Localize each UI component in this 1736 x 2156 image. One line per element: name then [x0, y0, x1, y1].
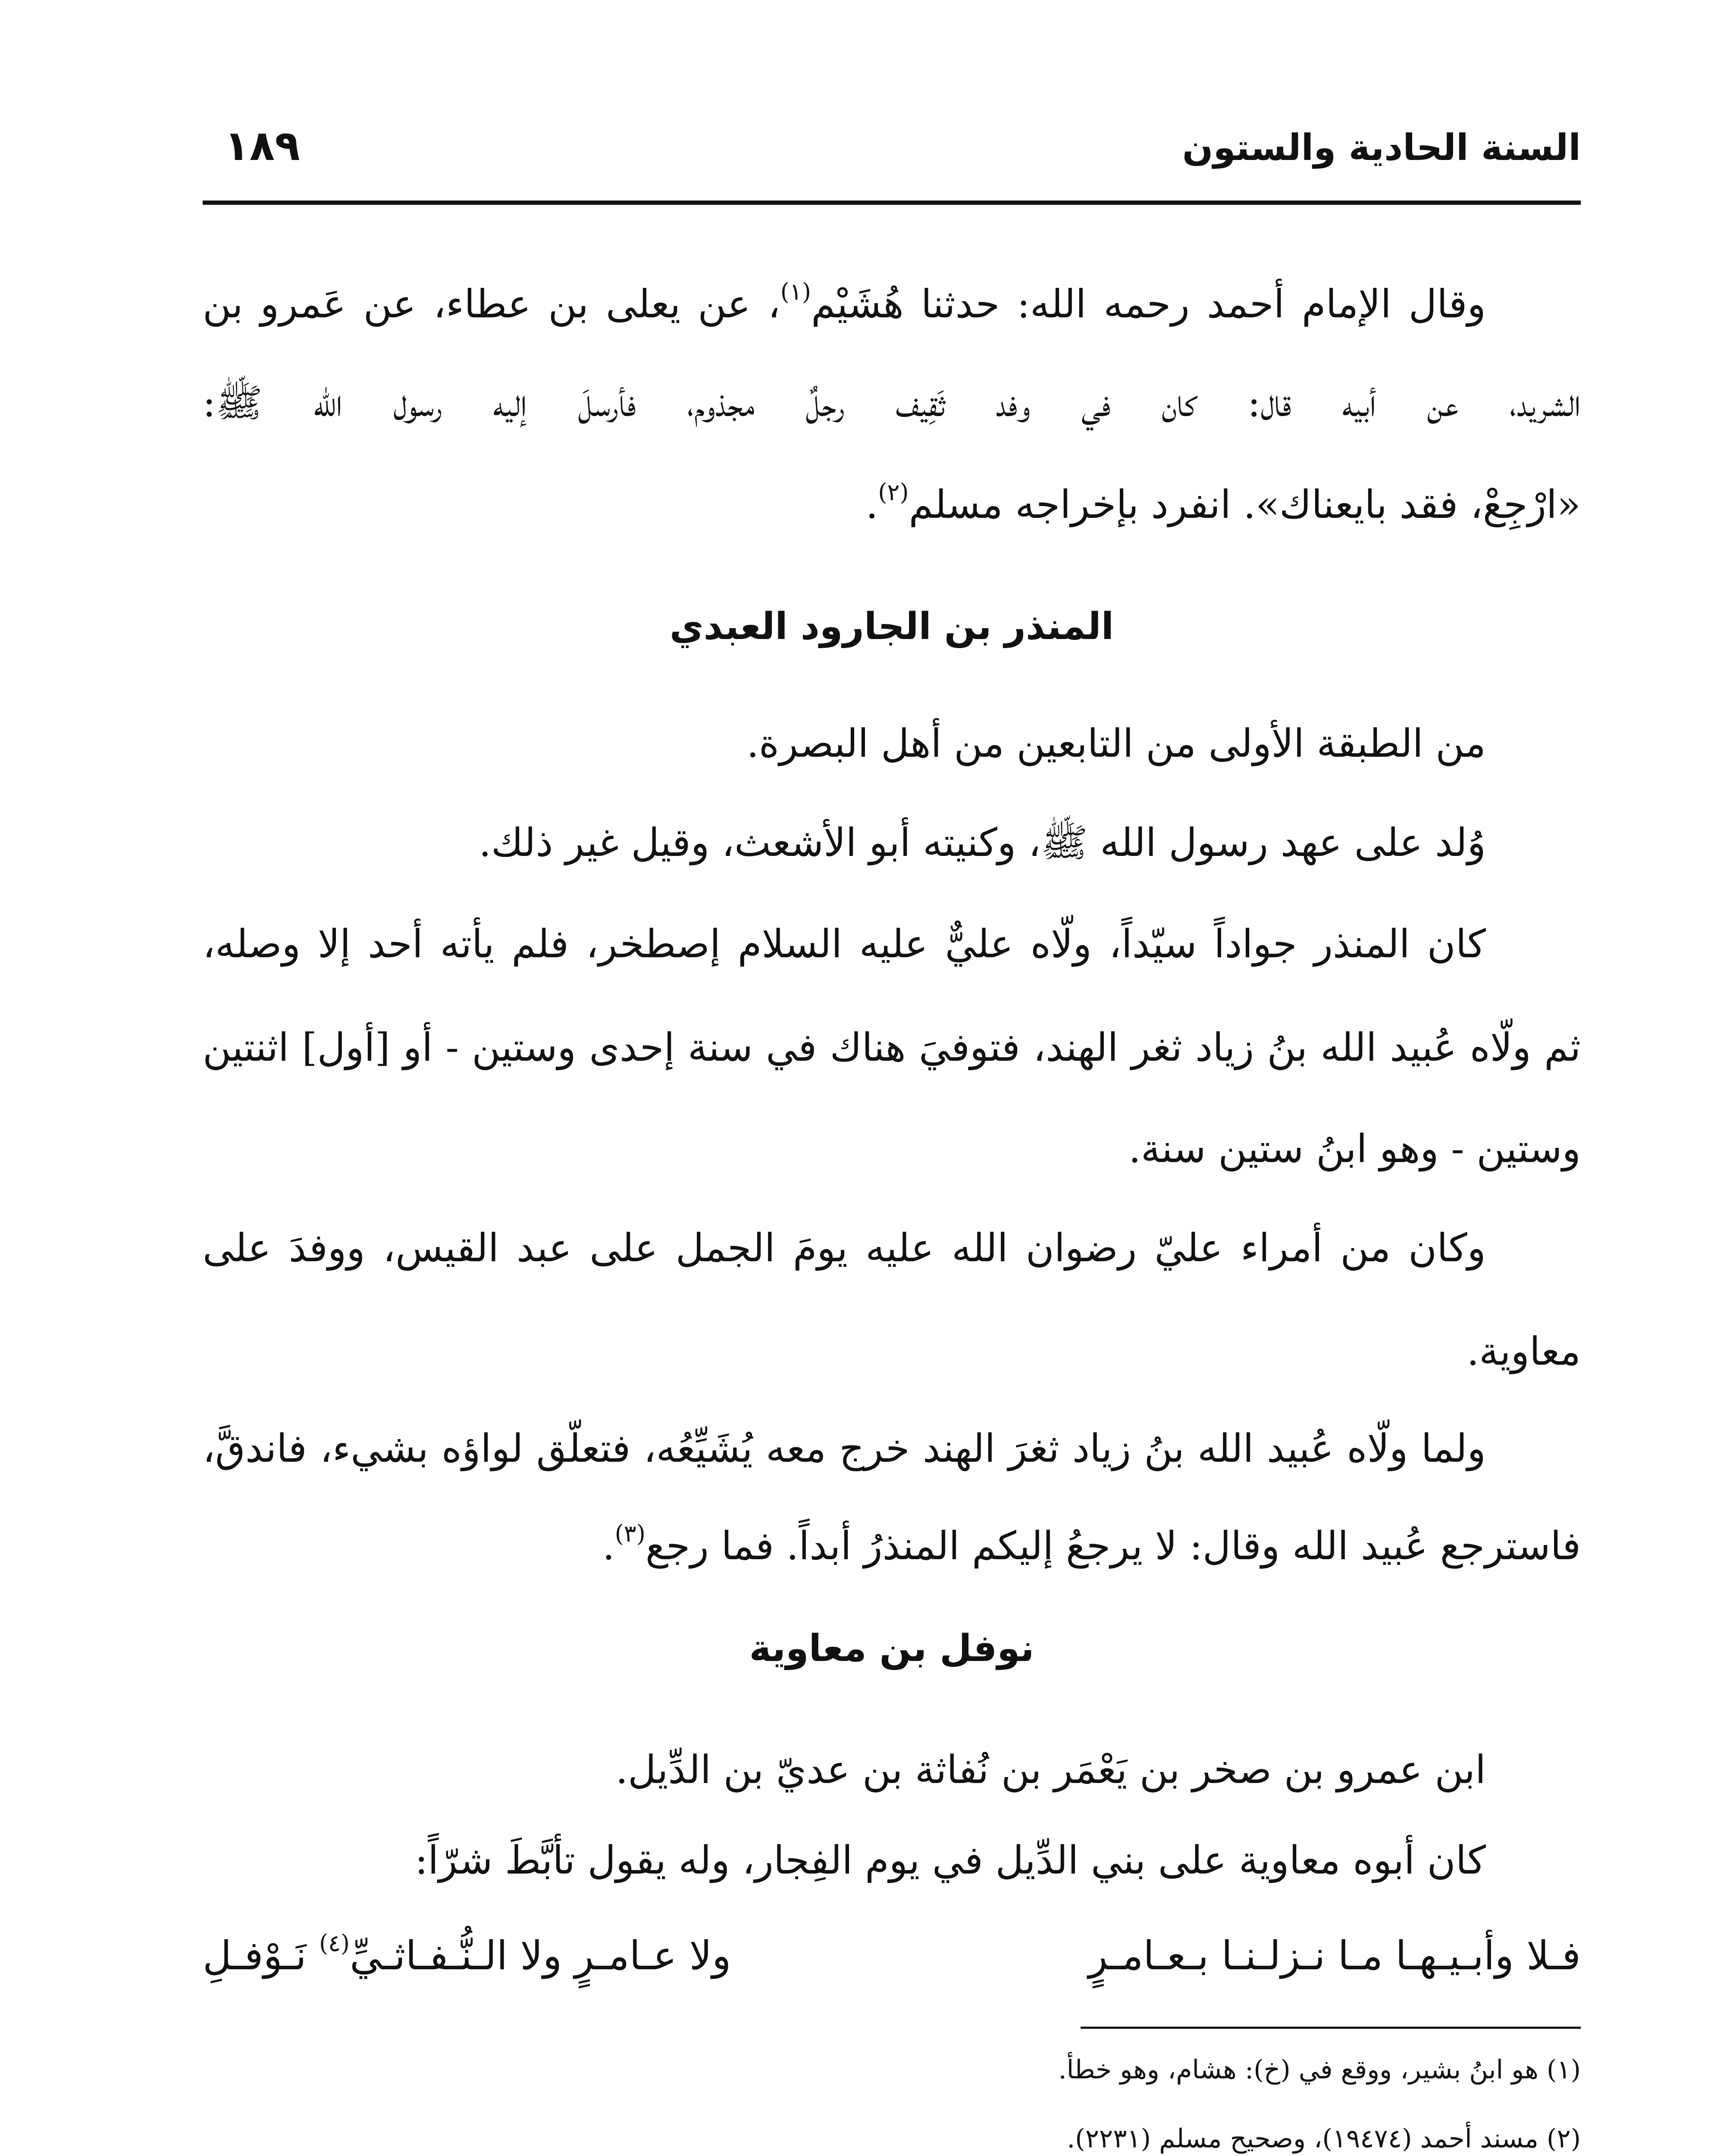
footnote: (٢) مسند أحمد (١٩٤٧٤)، وصحيح مسلم (٢٢٣١). [1067, 2124, 1581, 2154]
paragraph-line: كان أبوه معاوية على بني الدِّيل في يوم الفِجار، وله يقول تأبَّطَ شرّاً: [414, 1838, 1486, 1883]
paragraph-line: وُلد على عهد رسول الله ﷺ، وكنيته أبو الأشعث، وقيل غير ذلك. [479, 820, 1486, 865]
poem-first-hemistich: فـلا وأبـيـهـا مـا نـزلـنـا بـعـامـرٍ [1088, 1933, 1581, 1979]
paragraph-line: ثم ولّاه عُبيد الله بنُ زياد ثغر الهند، فتوفيَ هناك في سنة إحدى وستين - أو [أول] اثنتين [203, 1025, 1581, 1070]
text-segment: نَـوْفـلِ [203, 1933, 319, 1979]
footnote-ref: (١) [780, 278, 811, 305]
paragraph-line [203, 278, 1581, 327]
poem-second-hemistich [203, 1930, 731, 1979]
paragraph-line [203, 1520, 1581, 1569]
paragraph-line: الشريد، عن أبيه قال: كان في وفد ثَقِيف رجلٌ مجذوم، فأرسلَ إليه رسول الله ﷺ: [203, 380, 1581, 426]
paragraph-line: معاوية. [1467, 1329, 1581, 1374]
footnote-separator [1081, 2027, 1581, 2029]
footnote-ref: (٣) [614, 1520, 646, 1547]
paragraph-line: ولما ولّاه عُبيد الله بنُ زياد ثغرَ الهند خرج معه يُشَيِّعُه، فتعلّق لواؤه بشيء، فاندقَّ، [203, 1426, 1486, 1471]
header-rule [203, 201, 1581, 205]
footnote: (١) هو ابنُ بشير، ووقع في (خ): هشام، وهو خطأ. [1058, 2055, 1581, 2085]
footnote-ref: (٢) [878, 479, 909, 506]
text-segment: فاسترجع عُبيد الله وقال: لا يرجعُ إليكم المنذرُ أبداً. فما رجع [645, 1523, 1581, 1569]
text-segment: . [865, 482, 878, 527]
page-number: ١٨٩ [224, 122, 300, 170]
text-segment: . [602, 1523, 615, 1569]
paragraph-line: وكان من أمراء عليّ رضوان الله عليه يومَ الجمل على عبد القيس، ووفدَ على [203, 1225, 1486, 1271]
text-segment: وقال الإمام أحمد رحمه الله: حدثنا هُشَيْم [811, 282, 1486, 327]
paragraph-line [203, 479, 1581, 527]
section-heading: المنذر بن الجارود العبدي [669, 605, 1114, 648]
paragraph-line: كان المنذر جواداً سيّداً، ولّاه عليٌّ عليه السلام إصطخر، فلم يأته أحد إلا وصله، [203, 921, 1486, 967]
text-segment: ولا عـامـرٍ ولا الـنُّـفـاثـيِّ [350, 1933, 731, 1979]
running-title: السنة الحادية والستون [1182, 126, 1581, 169]
paragraph-line: وستين - وهو ابنُ ستين سنة. [1128, 1126, 1581, 1172]
paragraph-line: ابن عمرو بن صخر بن يَعْمَر بن نُفاثة بن عديّ بن الدِّيل. [615, 1747, 1486, 1792]
text-segment: ، عن يعلى بن عطاء، عن عَمرو بن [203, 282, 780, 327]
text-segment: «ارْجِعْ، فقد بايعناك». انفرد بإخراجه مسلم [909, 482, 1581, 527]
footnote-ref: (٤) [319, 1930, 350, 1957]
paragraph-line: من الطبقة الأولى من التابعين من أهل البصرة. [746, 721, 1486, 766]
section-heading: نوفل بن معاوية [749, 1627, 1034, 1670]
